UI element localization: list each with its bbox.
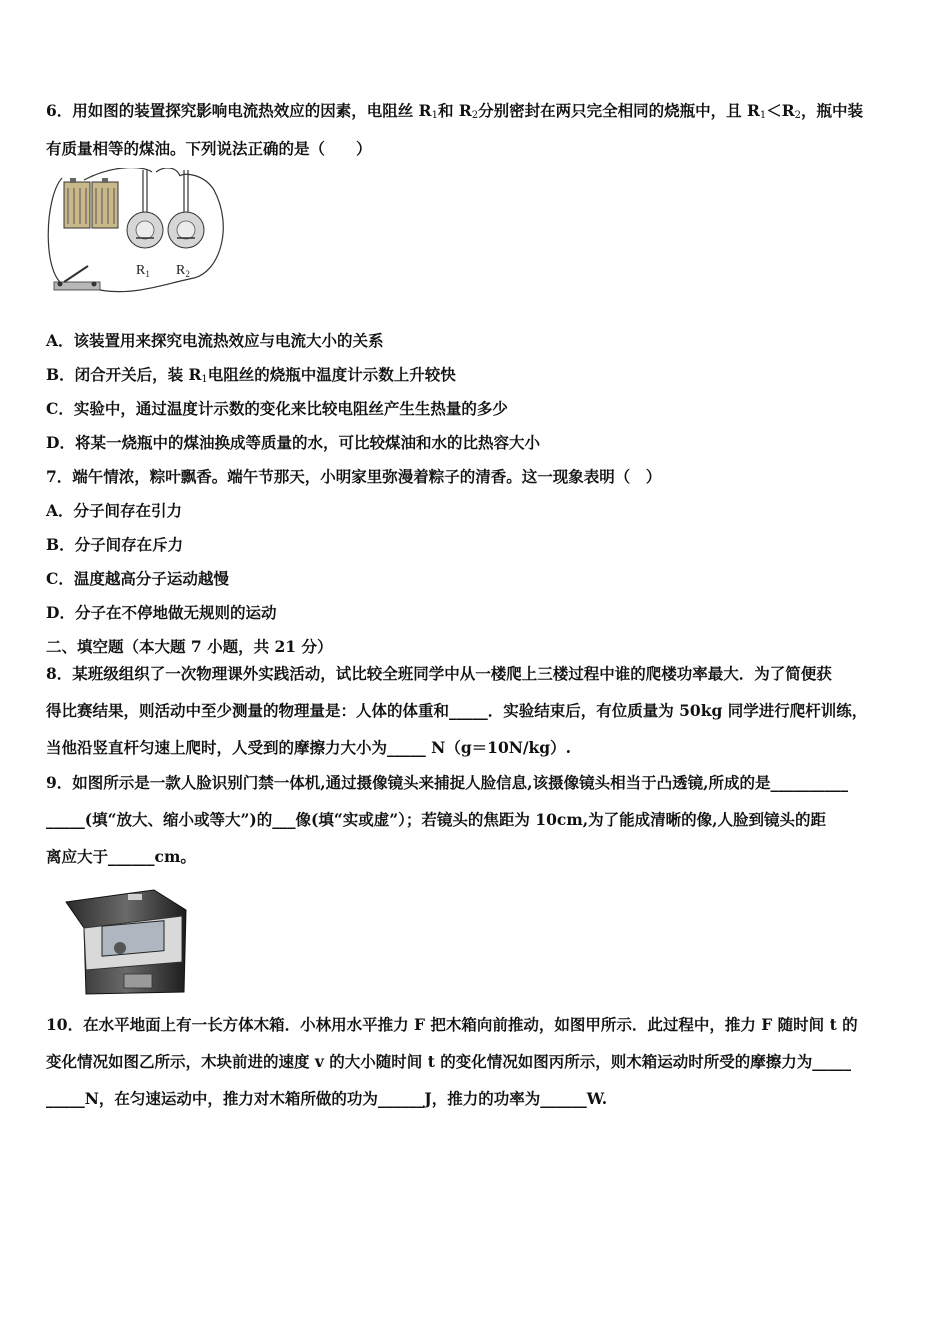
flask-r2-icon: [168, 170, 204, 248]
q7-option-b: B．分子间存在斥力: [46, 535, 184, 554]
q7-stem: 7．端午情浓，粽叶飘香。端午节那天，小明家里弥漫着粽子的清香。这一现象表明（ ）: [46, 467, 662, 486]
q6-stem-line2: 有质量相等的煤油。下列说法正确的是（ ）: [46, 139, 372, 158]
q9-line3: 离应大于______cm。: [46, 847, 196, 866]
q10-line3: _____N，在匀速运动中，推力对木箱所做的功为______J，推力的功率为______W.: [46, 1089, 608, 1108]
r1-label: $R_1$: [136, 263, 150, 279]
q6-option-c: C．实验中，通过温度计示数的变化来比较电阻丝产生生热量的多少: [46, 399, 508, 418]
q7-option-c: C．温度越高分子运动越慢: [46, 569, 229, 588]
face-recognition-terminal-image: [58, 888, 192, 996]
q8-line2: 得比赛结果，则活动中至少测量的物理量是：人体的体重和_____．实验结束后，有位质量为 50kg 同学进行爬杆训练，: [46, 701, 868, 720]
q6-option-b: B．闭合开关后，装 $R_1$电阻丝的烧瓶中温度计示数上升较快: [46, 365, 456, 385]
q6-circuit-figure: [44, 168, 244, 300]
q9-line1: 9．如图所示是一款人脸识别门禁一体机,通过摄像镜头来捕捉人脸信息,该摄像镜头相当于凸透镜,所成的是__________: [46, 773, 848, 792]
q10-line2: 变化情况如图乙所示，木块前进的速度 v 的大小随时间 t 的变化情况如图丙所示，则木箱运动时所受的摩擦力为_____: [46, 1052, 852, 1071]
flask-r1-icon: [127, 170, 163, 248]
q6-stem-line1: 6．用如图的装置探究影响电流热效应的因素，电阻丝 $R_1$和 $R_2$分别密封在两只完全相同的烧瓶中，且 $R_1<R_2$，瓶中装: [46, 101, 864, 121]
section-2-title: 二、填空题（本大题 7 小题，共 21 分）: [46, 637, 333, 656]
q9-line2: _____(填“放大、缩小或等大”)的___像(填“实或虚”）；若镜头的焦距为 10cm,为了能成清晰的像,人脸到镜头的距: [46, 810, 827, 829]
q8-line1: 8．某班级组织了一次物理课外实践活动，试比较全班同学中从一楼爬上三楼过程中谁的爬楼功率最大．为了简便获: [46, 664, 832, 683]
battery-icon: [64, 178, 118, 228]
switch-icon: [54, 266, 100, 290]
q7-option-d: D．分子在不停地做无规则的运动: [46, 603, 277, 622]
q6-option-a: A．该装置用来探究电流热效应与电流大小的关系: [46, 331, 384, 350]
q10-line1: 10．在水平地面上有一长方体木箱．小林用水平推力 F 把木箱向前推动，如图甲所示．此过程中，推力 F 随时间 t 的: [46, 1015, 858, 1034]
q7-option-a: A．分子间存在引力: [46, 501, 183, 520]
q6-option-d: D．将某一烧瓶中的煤油换成等质量的水，可比较煤油和水的比热容大小: [46, 433, 540, 452]
q8-line3: 当他沿竖直杆匀速上爬时，人受到的摩擦力大小为_____ N（g＝10N/kg）.: [46, 738, 572, 757]
r2-label: $R_2$: [176, 263, 190, 279]
